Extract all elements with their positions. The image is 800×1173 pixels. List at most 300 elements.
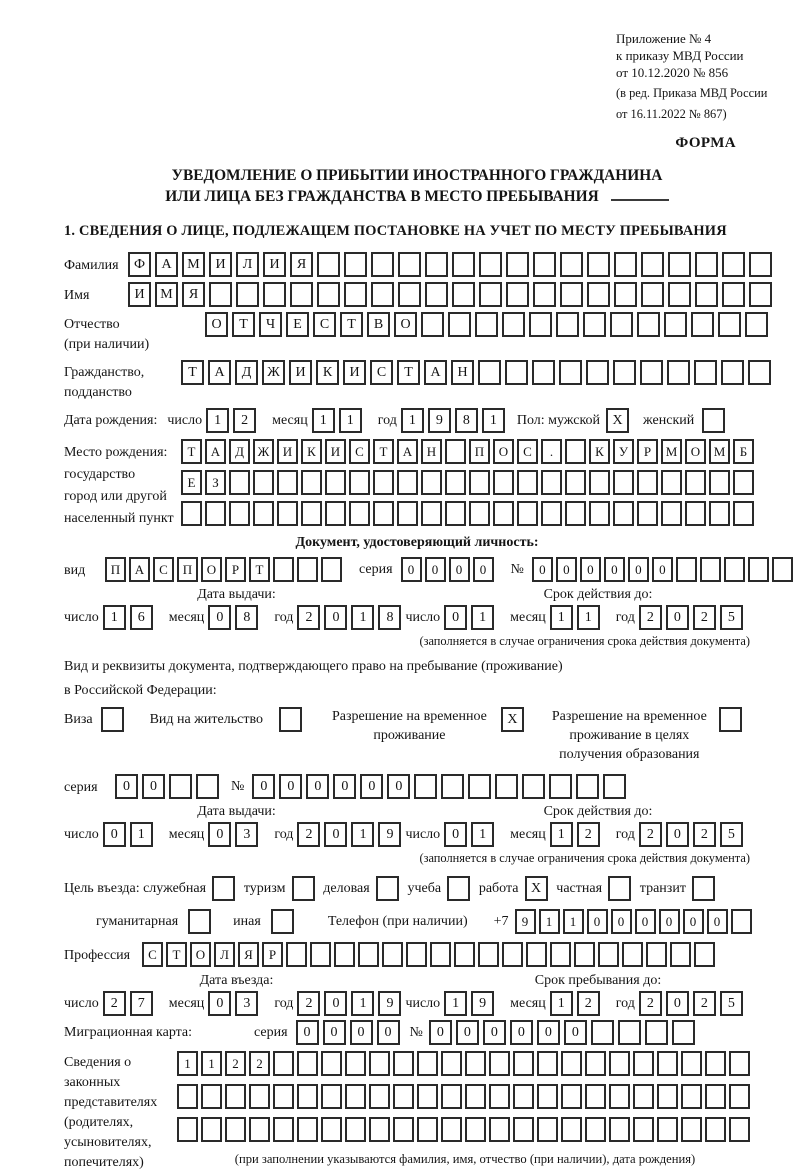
purpose-tourism-checkbox[interactable] xyxy=(292,876,315,901)
char-box[interactable] xyxy=(749,282,772,307)
char-box[interactable]: 0 xyxy=(323,1020,346,1045)
char-box[interactable] xyxy=(637,501,658,526)
char-box[interactable] xyxy=(718,312,741,337)
char-box[interactable] xyxy=(465,1117,486,1142)
char-box[interactable] xyxy=(657,1051,678,1076)
char-box[interactable] xyxy=(478,360,501,385)
char-box[interactable]: Е xyxy=(286,312,309,337)
char-box[interactable]: 0 xyxy=(683,909,704,934)
char-box[interactable]: Б xyxy=(733,439,754,464)
char-box[interactable]: 0 xyxy=(707,909,728,934)
char-box[interactable]: 1 xyxy=(550,991,573,1016)
char-box[interactable]: 0 xyxy=(142,774,165,799)
char-box[interactable] xyxy=(398,252,421,277)
char-box[interactable] xyxy=(505,360,528,385)
char-box[interactable] xyxy=(310,942,331,967)
char-box[interactable] xyxy=(301,470,322,495)
char-box[interactable] xyxy=(468,774,491,799)
char-box[interactable]: 5 xyxy=(720,822,743,847)
char-box[interactable] xyxy=(681,1117,702,1142)
temp-residence-checkbox[interactable]: X xyxy=(501,707,524,732)
char-box[interactable]: Н xyxy=(421,439,442,464)
char-box[interactable]: 9 xyxy=(428,408,451,433)
char-box[interactable] xyxy=(657,1117,678,1142)
char-box[interactable] xyxy=(297,1117,318,1142)
char-box[interactable]: Л xyxy=(236,252,259,277)
char-box[interactable] xyxy=(465,1084,486,1109)
char-box[interactable] xyxy=(613,501,634,526)
char-box[interactable] xyxy=(532,360,555,385)
char-box[interactable]: Т xyxy=(397,360,420,385)
purpose-business-checkbox[interactable] xyxy=(376,876,399,901)
char-box[interactable] xyxy=(489,1117,510,1142)
char-box[interactable]: 0 xyxy=(377,1020,400,1045)
char-box[interactable]: 0 xyxy=(532,557,553,582)
char-box[interactable] xyxy=(169,774,192,799)
char-box[interactable]: 1 xyxy=(401,408,424,433)
char-box[interactable] xyxy=(479,282,502,307)
char-box[interactable] xyxy=(502,312,525,337)
char-box[interactable]: Т xyxy=(249,557,270,582)
char-box[interactable] xyxy=(398,282,421,307)
char-box[interactable]: Д xyxy=(235,360,258,385)
char-box[interactable] xyxy=(277,470,298,495)
char-box[interactable]: 1 xyxy=(577,605,600,630)
char-box[interactable] xyxy=(637,312,660,337)
char-box[interactable] xyxy=(709,470,730,495)
char-box[interactable] xyxy=(670,942,691,967)
char-box[interactable]: С xyxy=(313,312,336,337)
char-box[interactable] xyxy=(541,470,562,495)
char-box[interactable] xyxy=(369,1051,390,1076)
char-box[interactable]: 0 xyxy=(456,1020,479,1045)
char-box[interactable] xyxy=(560,282,583,307)
char-box[interactable] xyxy=(454,942,475,967)
char-box[interactable]: 2 xyxy=(225,1051,246,1076)
char-box[interactable] xyxy=(441,774,464,799)
char-box[interactable] xyxy=(236,282,259,307)
char-box[interactable]: 0 xyxy=(580,557,601,582)
char-box[interactable] xyxy=(273,1051,294,1076)
char-box[interactable] xyxy=(397,501,418,526)
char-box[interactable] xyxy=(661,501,682,526)
char-box[interactable]: 0 xyxy=(628,557,649,582)
char-box[interactable] xyxy=(445,439,466,464)
char-box[interactable]: И xyxy=(325,439,346,464)
char-box[interactable]: С xyxy=(349,439,370,464)
char-box[interactable]: 0 xyxy=(556,557,577,582)
char-box[interactable]: Р xyxy=(225,557,246,582)
char-box[interactable] xyxy=(253,501,274,526)
char-box[interactable] xyxy=(613,470,634,495)
char-box[interactable] xyxy=(373,501,394,526)
char-box[interactable]: 1 xyxy=(471,822,494,847)
char-box[interactable]: С xyxy=(153,557,174,582)
char-box[interactable]: 0 xyxy=(587,909,608,934)
char-box[interactable]: 0 xyxy=(115,774,138,799)
char-box[interactable] xyxy=(393,1117,414,1142)
char-box[interactable] xyxy=(506,252,529,277)
char-box[interactable] xyxy=(334,942,355,967)
char-box[interactable] xyxy=(253,470,274,495)
char-box[interactable] xyxy=(681,1051,702,1076)
char-box[interactable]: 0 xyxy=(473,557,494,582)
char-box[interactable] xyxy=(321,1051,342,1076)
char-box[interactable]: С xyxy=(142,942,163,967)
char-box[interactable]: М xyxy=(155,282,178,307)
char-box[interactable] xyxy=(722,282,745,307)
char-box[interactable] xyxy=(541,501,562,526)
char-box[interactable] xyxy=(495,774,518,799)
char-box[interactable] xyxy=(561,1051,582,1076)
char-box[interactable]: 0 xyxy=(208,605,231,630)
char-box[interactable]: А xyxy=(205,439,226,464)
char-box[interactable] xyxy=(700,557,721,582)
char-box[interactable]: 0 xyxy=(360,774,383,799)
char-box[interactable] xyxy=(565,501,586,526)
char-box[interactable] xyxy=(609,1084,630,1109)
char-box[interactable] xyxy=(565,470,586,495)
char-box[interactable] xyxy=(561,1084,582,1109)
char-box[interactable]: 2 xyxy=(233,408,256,433)
char-box[interactable] xyxy=(249,1084,270,1109)
char-box[interactable]: 8 xyxy=(378,605,401,630)
char-box[interactable]: 1 xyxy=(550,822,573,847)
char-box[interactable] xyxy=(421,470,442,495)
char-box[interactable] xyxy=(721,360,744,385)
char-box[interactable] xyxy=(465,1051,486,1076)
char-box[interactable] xyxy=(517,470,538,495)
char-box[interactable]: 0 xyxy=(103,822,126,847)
char-box[interactable]: 2 xyxy=(249,1051,270,1076)
char-box[interactable] xyxy=(325,501,346,526)
char-box[interactable] xyxy=(344,282,367,307)
char-box[interactable] xyxy=(633,1051,654,1076)
char-box[interactable]: О xyxy=(493,439,514,464)
char-box[interactable]: 2 xyxy=(577,991,600,1016)
char-box[interactable]: 0 xyxy=(635,909,656,934)
purpose-other-checkbox[interactable] xyxy=(271,909,294,934)
char-box[interactable] xyxy=(614,252,637,277)
char-box[interactable] xyxy=(345,1051,366,1076)
char-box[interactable]: 0 xyxy=(208,822,231,847)
char-box[interactable] xyxy=(371,252,394,277)
char-box[interactable] xyxy=(550,942,571,967)
char-box[interactable]: З xyxy=(205,470,226,495)
char-box[interactable] xyxy=(522,774,545,799)
char-box[interactable] xyxy=(393,1051,414,1076)
char-box[interactable]: П xyxy=(177,557,198,582)
purpose-study-checkbox[interactable] xyxy=(447,876,470,901)
char-box[interactable] xyxy=(685,470,706,495)
char-box[interactable] xyxy=(537,1117,558,1142)
char-box[interactable]: 1 xyxy=(130,822,153,847)
char-box[interactable] xyxy=(729,1051,750,1076)
char-box[interactable] xyxy=(561,1117,582,1142)
char-box[interactable] xyxy=(273,1084,294,1109)
char-box[interactable] xyxy=(695,252,718,277)
char-box[interactable]: С xyxy=(517,439,538,464)
char-box[interactable] xyxy=(263,282,286,307)
char-box[interactable] xyxy=(585,1117,606,1142)
char-box[interactable]: П xyxy=(469,439,490,464)
char-box[interactable] xyxy=(321,557,342,582)
char-box[interactable] xyxy=(273,557,294,582)
char-box[interactable]: 1 xyxy=(563,909,584,934)
char-box[interactable]: 9 xyxy=(515,909,536,934)
char-box[interactable]: 0 xyxy=(449,557,470,582)
char-box[interactable] xyxy=(533,252,556,277)
char-box[interactable]: 2 xyxy=(693,822,716,847)
char-box[interactable]: 0 xyxy=(483,1020,506,1045)
char-box[interactable] xyxy=(585,1051,606,1076)
char-box[interactable]: 9 xyxy=(471,991,494,1016)
char-box[interactable]: И xyxy=(128,282,151,307)
char-box[interactable]: И xyxy=(289,360,312,385)
char-box[interactable] xyxy=(705,1084,726,1109)
char-box[interactable]: 0 xyxy=(510,1020,533,1045)
char-box[interactable]: 8 xyxy=(455,408,478,433)
char-box[interactable]: 0 xyxy=(324,822,347,847)
char-box[interactable] xyxy=(177,1084,198,1109)
char-box[interactable] xyxy=(722,252,745,277)
char-box[interactable]: 3 xyxy=(235,991,258,1016)
char-box[interactable] xyxy=(489,1051,510,1076)
char-box[interactable] xyxy=(425,282,448,307)
char-box[interactable] xyxy=(610,312,633,337)
gender-male-checkbox[interactable]: X xyxy=(606,408,629,433)
char-box[interactable]: И xyxy=(277,439,298,464)
char-box[interactable]: 1 xyxy=(201,1051,222,1076)
char-box[interactable]: 2 xyxy=(639,822,662,847)
char-box[interactable] xyxy=(565,439,586,464)
char-box[interactable] xyxy=(249,1117,270,1142)
char-box[interactable] xyxy=(603,774,626,799)
char-box[interactable] xyxy=(574,942,595,967)
char-box[interactable]: 7 xyxy=(130,991,153,1016)
char-box[interactable] xyxy=(609,1051,630,1076)
char-box[interactable] xyxy=(748,557,769,582)
char-box[interactable]: Я xyxy=(238,942,259,967)
char-box[interactable]: 2 xyxy=(693,605,716,630)
char-box[interactable] xyxy=(609,1117,630,1142)
char-box[interactable] xyxy=(672,1020,695,1045)
char-box[interactable]: А xyxy=(155,252,178,277)
char-box[interactable] xyxy=(273,1117,294,1142)
char-box[interactable] xyxy=(695,282,718,307)
char-box[interactable]: 1 xyxy=(177,1051,198,1076)
char-box[interactable]: Т xyxy=(166,942,187,967)
char-box[interactable]: Ф xyxy=(128,252,151,277)
char-box[interactable] xyxy=(345,1084,366,1109)
char-box[interactable]: 6 xyxy=(130,605,153,630)
char-box[interactable] xyxy=(748,360,771,385)
char-box[interactable] xyxy=(478,942,499,967)
char-box[interactable] xyxy=(290,282,313,307)
char-box[interactable]: 8 xyxy=(235,605,258,630)
char-box[interactable] xyxy=(705,1051,726,1076)
char-box[interactable]: 2 xyxy=(103,991,126,1016)
char-box[interactable]: Д xyxy=(229,439,250,464)
char-box[interactable] xyxy=(393,1084,414,1109)
char-box[interactable] xyxy=(685,501,706,526)
char-box[interactable] xyxy=(417,1084,438,1109)
char-box[interactable] xyxy=(441,1084,462,1109)
char-box[interactable]: Р xyxy=(262,942,283,967)
char-box[interactable]: . xyxy=(541,439,562,464)
char-box[interactable] xyxy=(586,360,609,385)
char-box[interactable]: 0 xyxy=(425,557,446,582)
char-box[interactable]: 1 xyxy=(351,991,374,1016)
char-box[interactable]: 0 xyxy=(296,1020,319,1045)
char-box[interactable] xyxy=(229,501,250,526)
char-box[interactable] xyxy=(414,774,437,799)
char-box[interactable]: М xyxy=(709,439,730,464)
char-box[interactable]: 2 xyxy=(639,605,662,630)
char-box[interactable]: Т xyxy=(232,312,255,337)
char-box[interactable]: 1 xyxy=(339,408,362,433)
char-box[interactable]: 0 xyxy=(208,991,231,1016)
char-box[interactable]: 0 xyxy=(350,1020,373,1045)
char-box[interactable]: 1 xyxy=(351,605,374,630)
char-box[interactable] xyxy=(475,312,498,337)
char-box[interactable] xyxy=(733,470,754,495)
char-box[interactable] xyxy=(724,557,745,582)
char-box[interactable] xyxy=(560,252,583,277)
char-box[interactable] xyxy=(729,1084,750,1109)
char-box[interactable] xyxy=(661,470,682,495)
char-box[interactable] xyxy=(441,1051,462,1076)
char-box[interactable]: Т xyxy=(340,312,363,337)
char-box[interactable]: 1 xyxy=(539,909,560,934)
char-box[interactable]: 2 xyxy=(639,991,662,1016)
char-box[interactable] xyxy=(587,252,610,277)
char-box[interactable] xyxy=(493,501,514,526)
char-box[interactable]: М xyxy=(661,439,682,464)
visa-checkbox[interactable] xyxy=(101,707,124,732)
char-box[interactable] xyxy=(667,360,690,385)
char-box[interactable] xyxy=(349,470,370,495)
char-box[interactable] xyxy=(321,1117,342,1142)
char-box[interactable] xyxy=(589,470,610,495)
char-box[interactable] xyxy=(445,501,466,526)
char-box[interactable] xyxy=(668,252,691,277)
char-box[interactable] xyxy=(691,312,714,337)
char-box[interactable]: П xyxy=(105,557,126,582)
char-box[interactable]: Н xyxy=(451,360,474,385)
char-box[interactable] xyxy=(229,470,250,495)
char-box[interactable]: 0 xyxy=(333,774,356,799)
char-box[interactable] xyxy=(694,360,717,385)
char-box[interactable]: Л xyxy=(214,942,235,967)
char-box[interactable] xyxy=(371,282,394,307)
char-box[interactable]: О xyxy=(685,439,706,464)
char-box[interactable] xyxy=(633,1084,654,1109)
purpose-humanitarian-checkbox[interactable] xyxy=(188,909,211,934)
char-box[interactable]: 0 xyxy=(611,909,632,934)
char-box[interactable]: К xyxy=(316,360,339,385)
char-box[interactable] xyxy=(417,1051,438,1076)
char-box[interactable] xyxy=(645,1020,668,1045)
char-box[interactable] xyxy=(729,1117,750,1142)
char-box[interactable]: 9 xyxy=(378,991,401,1016)
char-box[interactable] xyxy=(529,312,552,337)
char-box[interactable] xyxy=(559,360,582,385)
char-box[interactable]: 0 xyxy=(324,991,347,1016)
char-box[interactable] xyxy=(589,501,610,526)
char-box[interactable]: М xyxy=(182,252,205,277)
char-box[interactable]: 1 xyxy=(471,605,494,630)
char-box[interactable]: 3 xyxy=(235,822,258,847)
char-box[interactable]: К xyxy=(301,439,322,464)
purpose-work-checkbox[interactable]: X xyxy=(525,876,548,901)
char-box[interactable] xyxy=(181,501,202,526)
char-box[interactable]: С xyxy=(370,360,393,385)
char-box[interactable] xyxy=(317,282,340,307)
char-box[interactable] xyxy=(585,1084,606,1109)
char-box[interactable] xyxy=(664,312,687,337)
char-box[interactable] xyxy=(317,252,340,277)
char-box[interactable] xyxy=(537,1051,558,1076)
char-box[interactable] xyxy=(445,470,466,495)
char-box[interactable] xyxy=(344,252,367,277)
char-box[interactable] xyxy=(469,501,490,526)
char-box[interactable]: 1 xyxy=(550,605,573,630)
char-box[interactable] xyxy=(694,942,715,967)
char-box[interactable]: 0 xyxy=(401,557,422,582)
char-box[interactable] xyxy=(526,942,547,967)
char-box[interactable] xyxy=(382,942,403,967)
char-box[interactable] xyxy=(598,942,619,967)
char-box[interactable]: 2 xyxy=(297,605,320,630)
char-box[interactable]: 1 xyxy=(206,408,229,433)
char-box[interactable] xyxy=(731,909,752,934)
char-box[interactable] xyxy=(452,282,475,307)
char-box[interactable] xyxy=(556,312,579,337)
char-box[interactable]: Т xyxy=(373,439,394,464)
char-box[interactable]: 2 xyxy=(693,991,716,1016)
char-box[interactable]: 0 xyxy=(666,991,689,1016)
char-box[interactable]: А xyxy=(208,360,231,385)
char-box[interactable] xyxy=(196,774,219,799)
char-box[interactable] xyxy=(533,282,556,307)
char-box[interactable] xyxy=(489,1084,510,1109)
residence-permit-checkbox[interactable] xyxy=(279,707,302,732)
char-box[interactable]: 0 xyxy=(444,822,467,847)
char-box[interactable]: 0 xyxy=(537,1020,560,1045)
char-box[interactable]: 0 xyxy=(429,1020,452,1045)
char-box[interactable] xyxy=(618,1020,641,1045)
char-box[interactable]: И xyxy=(263,252,286,277)
char-box[interactable]: 0 xyxy=(306,774,329,799)
char-box[interactable] xyxy=(177,1117,198,1142)
char-box[interactable] xyxy=(513,1084,534,1109)
char-box[interactable]: 0 xyxy=(666,605,689,630)
char-box[interactable] xyxy=(406,942,427,967)
char-box[interactable] xyxy=(417,1117,438,1142)
char-box[interactable]: 0 xyxy=(604,557,625,582)
char-box[interactable] xyxy=(705,1117,726,1142)
char-box[interactable]: 1 xyxy=(351,822,374,847)
char-box[interactable]: Е xyxy=(181,470,202,495)
char-box[interactable] xyxy=(225,1117,246,1142)
char-box[interactable] xyxy=(297,557,318,582)
char-box[interactable]: Я xyxy=(290,252,313,277)
char-box[interactable]: 0 xyxy=(444,605,467,630)
char-box[interactable]: 0 xyxy=(387,774,410,799)
char-box[interactable] xyxy=(209,282,232,307)
char-box[interactable]: Ж xyxy=(262,360,285,385)
